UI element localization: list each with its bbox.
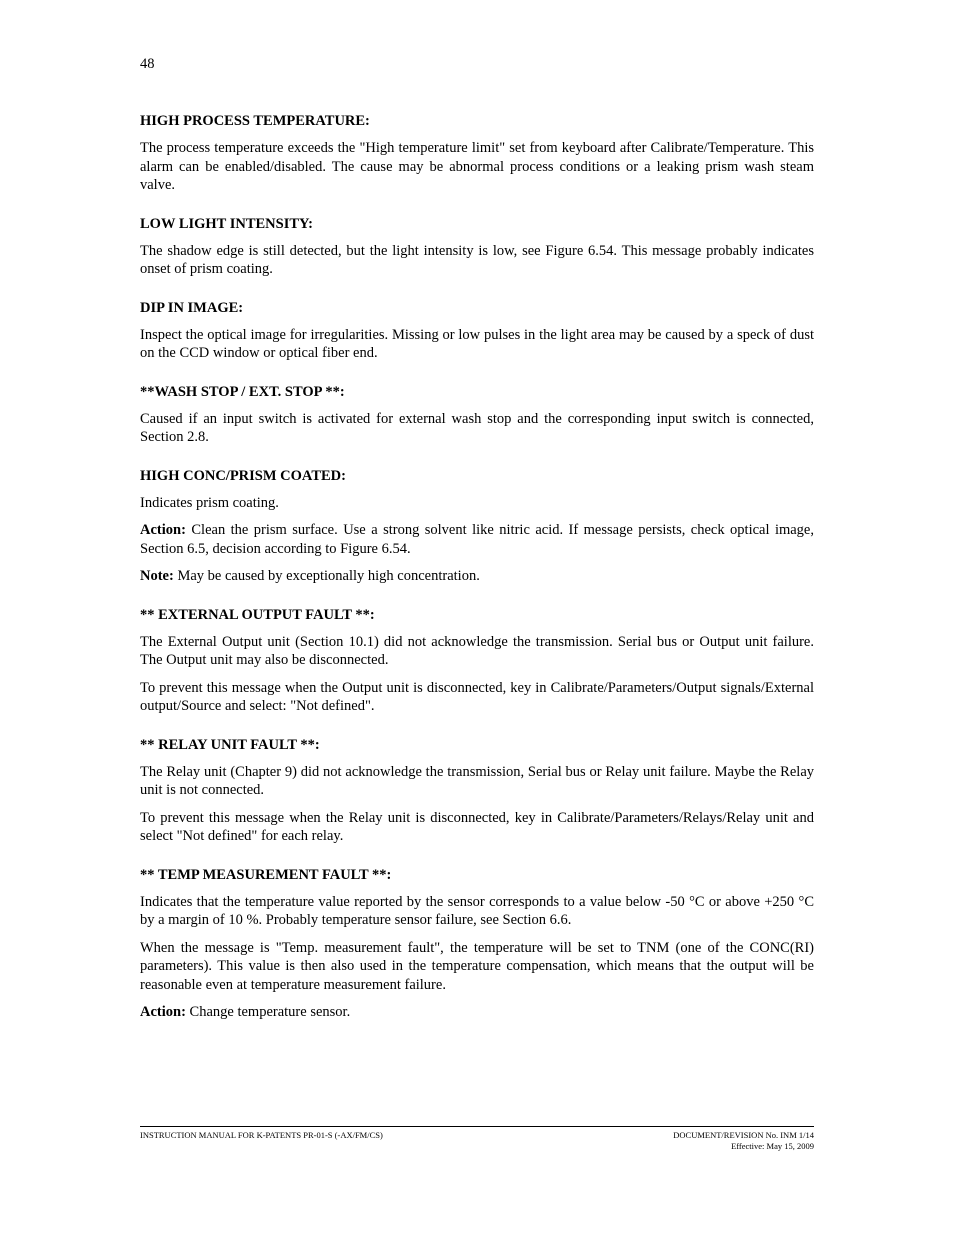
paragraph <box>140 809 814 846</box>
paragraph <box>140 679 814 716</box>
paragraph <box>140 633 814 670</box>
paragraph-text: Inspect the optical image for irregularities. Missing or low pulses in the light area may be caused by a speck of dust on the CCD window or optical fiber end. <box>140 326 814 361</box>
section-heading: ** RELAY UNIT FAULT **: <box>140 736 320 753</box>
footer-manual-title: INSTRUCTION MANUAL FOR K-PATENTS PR-01-S (-AX/FM/CS) <box>140 1130 383 1140</box>
section-wash-stop <box>140 383 814 447</box>
document-body <box>140 112 814 1042</box>
paragraph <box>140 410 814 447</box>
section-temp-measurement-fault <box>140 866 814 1022</box>
paragraph-text: Clean the prism surface. Use a strong solvent like nitric acid. If message persists, check optical image, Section 6.5, decision according to Figure 6.54. <box>140 522 814 557</box>
paragraph-label: Action: <box>140 1004 186 1020</box>
section-high-conc-prism-coated <box>140 467 814 586</box>
paragraph-text: To prevent this message when the Relay unit is disconnected, key in Calibrate/Parameters/Relays/Relay unit and select "Not defined" for each relay. <box>140 809 814 844</box>
section-heading: **WASH STOP / EXT. STOP **: <box>140 383 345 400</box>
paragraph <box>140 521 814 558</box>
section-dip-in-image <box>140 299 814 363</box>
section-high-process-temperature <box>140 112 814 195</box>
section-low-light-intensity <box>140 215 814 279</box>
paragraph-text: Change temperature sensor. <box>185 1004 351 1020</box>
paragraph-label: Action: <box>140 522 186 538</box>
section-external-output-fault <box>140 606 814 716</box>
paragraph-text: The External Output unit (Section 10.1) did not acknowledge the transmission. Serial bus or Output unit failure. The Output unit may also be disconnected. <box>140 633 814 668</box>
paragraph-text: When the message is "Temp. measurement fault", the temperature will be set to TNM (one of the CONC(RI) parameters). This value is then also used in the temperature compensation, which means that the output will be reasonable even at temperature measurement failure. <box>140 939 814 993</box>
paragraph-text: The Relay unit (Chapter 9) did not acknowledge the transmission, Serial bus or Relay unit failure. Maybe the Relay unit is not connected. <box>140 763 814 798</box>
paragraph-text: May be caused by exceptionally high concentration. <box>173 568 480 584</box>
paragraph <box>140 763 814 800</box>
paragraph-text: The shadow edge is still detected, but the light intensity is low, see Figure 6.54. This message probably indicates onset of prism coating. <box>140 242 814 277</box>
paragraph <box>140 567 814 586</box>
section-heading: DIP IN IMAGE: <box>140 299 244 316</box>
paragraph <box>140 494 814 513</box>
section-heading: LOW LIGHT INTENSITY: <box>140 215 313 232</box>
footer-revision: DOCUMENT/REVISION No. INM 1/14 <box>673 1130 814 1140</box>
paragraph-text: Indicates prism coating. <box>140 494 279 511</box>
footer-document-info <box>673 1130 814 1151</box>
section-heading: ** EXTERNAL OUTPUT FAULT **: <box>140 606 375 623</box>
page-number: 48 <box>140 56 155 72</box>
paragraph <box>140 139 814 195</box>
paragraph-text: Indicates that the temperature value reported by the sensor corresponds to a value below -50 °C or above +250 °C by a margin of 10 %. Probably temperature sensor failure, see Section 6.6. <box>140 893 814 928</box>
section-heading: ** TEMP MEASUREMENT FAULT **: <box>140 866 392 883</box>
paragraph <box>140 242 814 279</box>
section-heading: HIGH PROCESS TEMPERATURE: <box>140 113 370 129</box>
paragraph-text: To prevent this message when the Output unit is disconnected, key in Calibrate/Parameters/Output signals/External output/Source and select: "Not defined". <box>140 679 814 714</box>
paragraph <box>140 939 814 995</box>
section-relay-unit-fault <box>140 736 814 846</box>
paragraph <box>140 893 814 930</box>
section-heading: HIGH CONC/PRISM COATED: <box>140 467 346 484</box>
paragraph-label: Note: <box>140 568 174 584</box>
paragraph <box>140 1003 814 1022</box>
footer-effective-date: Effective: May 15, 2009 <box>731 1140 814 1151</box>
footer-divider <box>140 1126 814 1127</box>
paragraph-text: Caused if an input switch is activated for external wash stop and the corresponding input switch is connected, Section 2.8. <box>140 410 814 445</box>
paragraph-text: The process temperature exceeds the "High temperature limit" set from keyboard after Calibrate/Temperature. This alarm can be enabled/disabled. The cause may be abnormal process conditions or a leaking prism wash steam valve. <box>140 140 814 193</box>
paragraph <box>140 326 814 363</box>
